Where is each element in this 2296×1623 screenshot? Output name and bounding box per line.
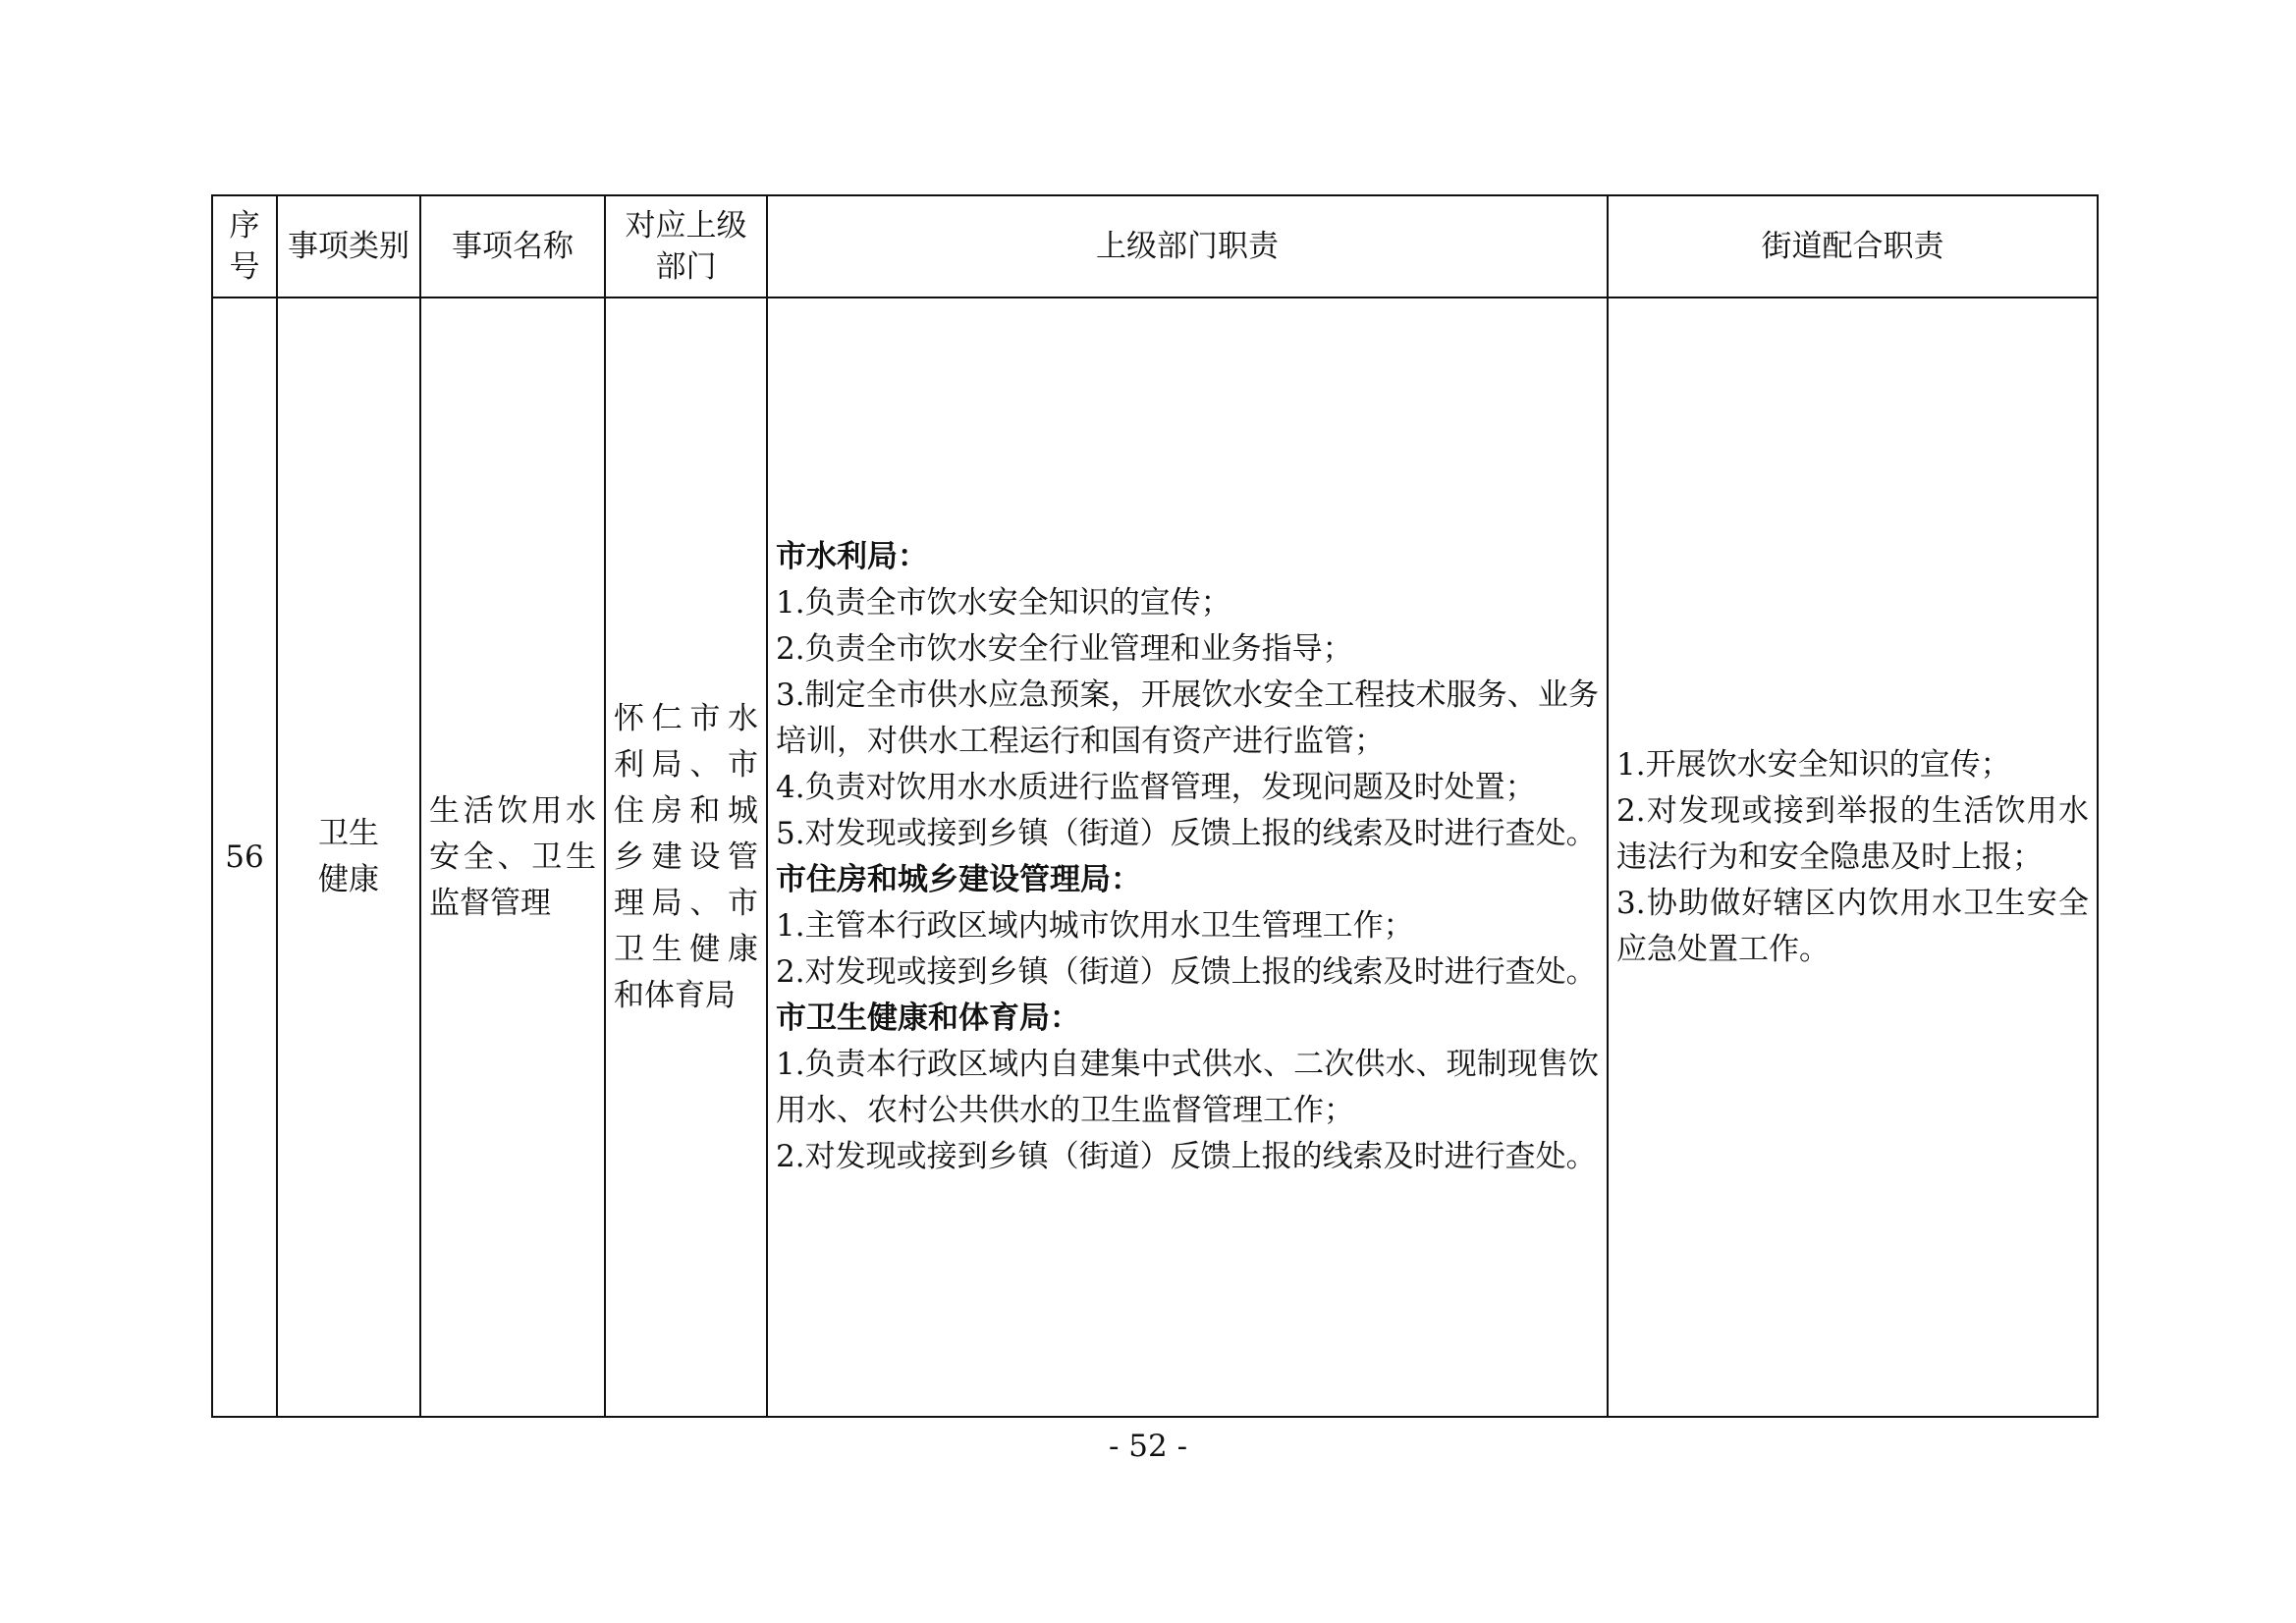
cell-seq: 56 <box>212 298 277 1417</box>
header-item-name: 事项名称 <box>420 195 605 298</box>
header-street-duty: 街道配合职责 <box>1608 195 2098 298</box>
cell-upper-duty <box>767 298 1608 1417</box>
table-row <box>212 298 2098 1417</box>
cell-street-duty <box>1608 298 2098 1417</box>
header-category: 事项类别 <box>277 195 420 298</box>
water-bureau-heading: 市水利局： <box>776 539 928 574</box>
housing-bureau-heading: 市住房和城乡建设管理局： <box>776 862 1141 897</box>
cell-category: 卫生健康 <box>277 298 420 1417</box>
cell-dept: 怀仁市水利局、市住房和城乡建设管理局、市卫生健康和体育局 <box>605 298 767 1417</box>
water-item-5: 5.对发现或接到乡镇（街道）反馈上报的线索及时进行查处。 <box>776 816 1597 851</box>
housing-item-1: 1.主管本行政区域内城市饮用水卫生管理工作； <box>776 908 1414 944</box>
water-item-4: 4.负责对饮用水水质进行监督管理，发现问题及时处置； <box>776 770 1536 805</box>
table-header-row <box>212 195 2098 298</box>
housing-item-2: 2.对发现或接到乡镇（街道）反馈上报的线索及时进行查处。 <box>776 954 1597 990</box>
responsibility-table <box>211 194 2099 1418</box>
cell-item-name: 生活饮用水安全、卫生监督管理 <box>420 298 605 1417</box>
water-item-3: 3.制定全市供水应急预案，开展饮水安全工程技术服务、业务培训，对供水工程运行和国有资产进行监管； <box>776 677 1599 759</box>
street-item-1: 1.开展饮水安全知识的宣传； <box>1616 746 2011 783</box>
page-number: - 52 - <box>1108 1429 1188 1464</box>
street-item-3: 3.协助做好辖区内饮用水卫生安全应急处置工作。 <box>1616 885 2089 967</box>
health-bureau-heading: 市卫生健康和体育局： <box>776 1001 1080 1036</box>
health-item-2: 2.对发现或接到乡镇（街道）反馈上报的线索及时进行查处。 <box>776 1139 1597 1174</box>
water-item-1: 1.负责全市饮水安全知识的宣传； <box>776 585 1231 621</box>
health-item-1: 1.负责本行政区域内自建集中式供水、二次供水、现制现售饮用水、农村公共供水的卫生监督管理工作； <box>776 1047 1599 1128</box>
header-dept: 对应上级部门 <box>605 195 767 298</box>
water-item-2: 2.负责全市饮水安全行业管理和业务指导； <box>776 631 1353 667</box>
street-item-2: 2.对发现或接到举报的生活饮用水违法行为和安全隐患及时上报； <box>1616 792 2089 875</box>
header-upper-duty: 上级部门职责 <box>767 195 1608 298</box>
header-seq: 序号 <box>212 195 277 298</box>
